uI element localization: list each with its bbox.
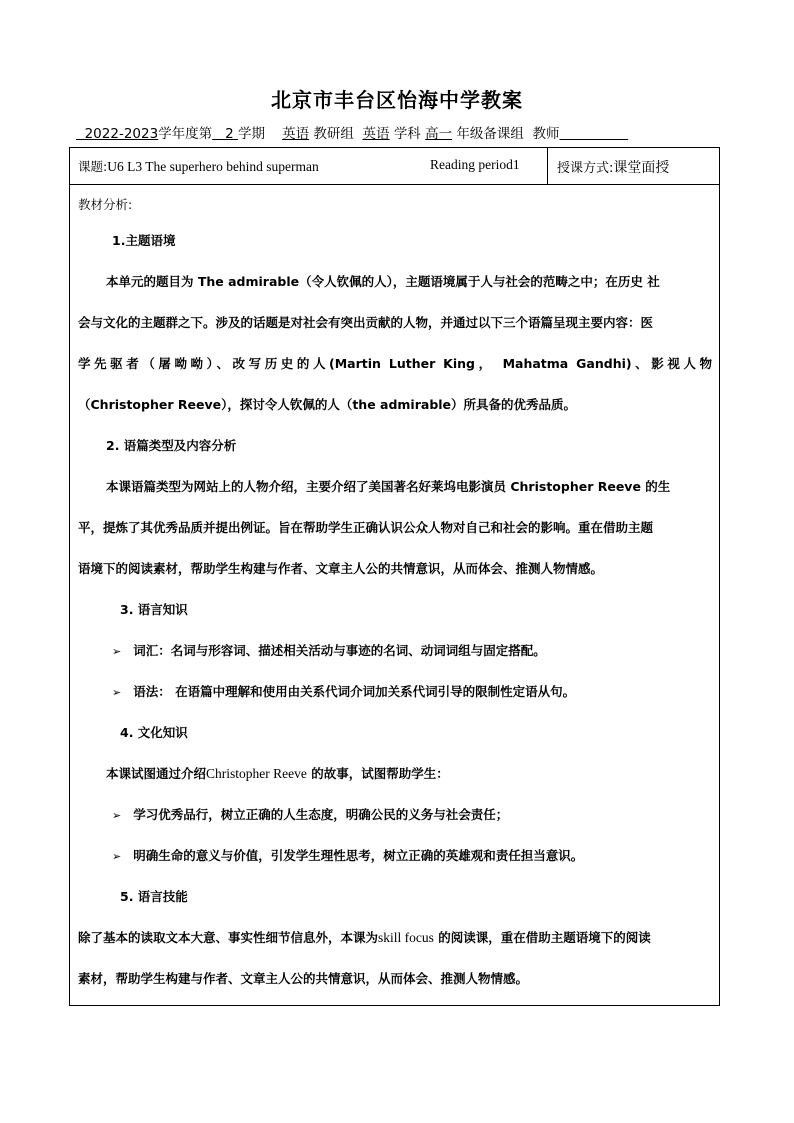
method-value: 课堂面授: [613, 160, 670, 176]
bullet-arrow-icon: ➢: [112, 850, 122, 863]
cell-divider: [547, 148, 548, 184]
analysis-label: 教材分析:: [78, 197, 133, 212]
group-label: 教研组: [313, 126, 354, 142]
section-5-title: 5. 语言技能: [120, 889, 188, 904]
vocabulary-bullet: [112, 641, 546, 659]
section-1-line-1: 本单元的题目为 The admirable（令人钦佩的人），主题语境属于人与社会的范畴之中；在历史 社: [106, 274, 660, 289]
skill-focus-term: skill focus: [378, 930, 434, 945]
section-2-line-2: 平，提炼了其优秀品质并提出例证。旨在帮助学生正确认识公众人物对自己和社会的影响。重在借助主题: [78, 520, 654, 535]
section-5-line-1: 除了基本的读取文本大意、事实性细节信息外，本课为skill focus 的阅读课，重在借助主题语境下的阅读: [78, 930, 651, 945]
teacher-label: 教师: [532, 126, 560, 142]
semester-label: 学期: [237, 126, 265, 142]
lesson-plan-table: [69, 147, 720, 1006]
person-name: Christopher Reeve: [206, 766, 307, 781]
teacher-blank: [560, 126, 629, 142]
year-label: 学年度第: [158, 126, 213, 142]
subject: 英语: [362, 126, 390, 142]
lesson-info-row: [70, 148, 719, 185]
section-1-line-4: （Christopher Reeve），探讨令人钦佩的人（the admirable）所具备的优秀品质。: [78, 397, 577, 412]
vocabulary-text: 词汇：名词与形容词、描述相关活动与事迹的名词、动词词组与固定搭配。: [133, 643, 546, 658]
teaching-method: [557, 157, 669, 177]
section-2-line-1: 本课语篇类型为网站上的人物介绍，主要介绍了美国著名好莱坞电影演员 Christopher Reeve 的生: [106, 479, 671, 494]
method-label: 授课方式:: [557, 161, 614, 176]
group-subject: 英语: [282, 126, 310, 142]
year-range: 2022-2023: [84, 126, 159, 142]
section-1-line-3: 学先驱者（屠呦呦）、改写历史的人(Martin Luther King， Mahatma Gandhi)、影视人物: [78, 356, 712, 371]
bullet-arrow-icon: ➢: [112, 645, 122, 658]
section-5-line-2: 素材，帮助学生构建与作者、文章主人公的共情意识，从而体会、推测人物情感。: [78, 971, 529, 986]
topic-value: U6 L3 The superhero behind superman: [107, 159, 319, 174]
topic-label: 课题:: [78, 159, 108, 174]
section-2-title: 2. 语篇类型及内容分析: [106, 438, 237, 453]
section-1-line-2: 会与文化的主题群之下。涉及的话题是对社会有突出贡献的人物，并通过以下三个语篇呈现主要内容：医: [78, 315, 654, 330]
grammar-text: 语法： 在语篇中理解和使用由关系代词介词加关系代词引导的限制性定语从句。: [133, 684, 576, 699]
header-info-line: [76, 122, 716, 142]
section-2-line-3: 语境下的阅读素材，帮助学生构建与作者、文章主人公的共情意识，从而体会、推测人物情感。: [78, 561, 604, 576]
section-1-title: 1.主题语境: [112, 233, 176, 248]
bullet-arrow-icon: ➢: [112, 686, 122, 699]
semester-number: 2: [225, 126, 234, 142]
lesson-period: Reading period1: [430, 157, 520, 172]
lesson-topic: [78, 157, 319, 175]
document-title: 北京市丰台区怡海中学教案: [271, 88, 523, 112]
section-4-title: 4. 文化知识: [120, 725, 188, 740]
bullet-arrow-icon: ➢: [112, 809, 122, 822]
subject-label: 学科: [393, 126, 421, 142]
section-4-intro: 本课试图通过介绍Christopher Reeve 的故事，试图帮助学生：: [106, 766, 449, 781]
section-3-title: 3. 语言知识: [120, 602, 188, 617]
culture-bullet-2: ➢ 明确生命的意义与价值，引发学生理性思考，树立正确的英雄观和责任担当意识。: [112, 848, 584, 863]
grammar-bullet: [112, 682, 575, 700]
culture-bullet-1: ➢ 学习优秀品行，树立正确的人生态度，明确公民的义务与社会责任；: [112, 807, 509, 822]
grade-label: 年级备课组: [456, 126, 524, 142]
grade: 高一: [425, 126, 453, 142]
